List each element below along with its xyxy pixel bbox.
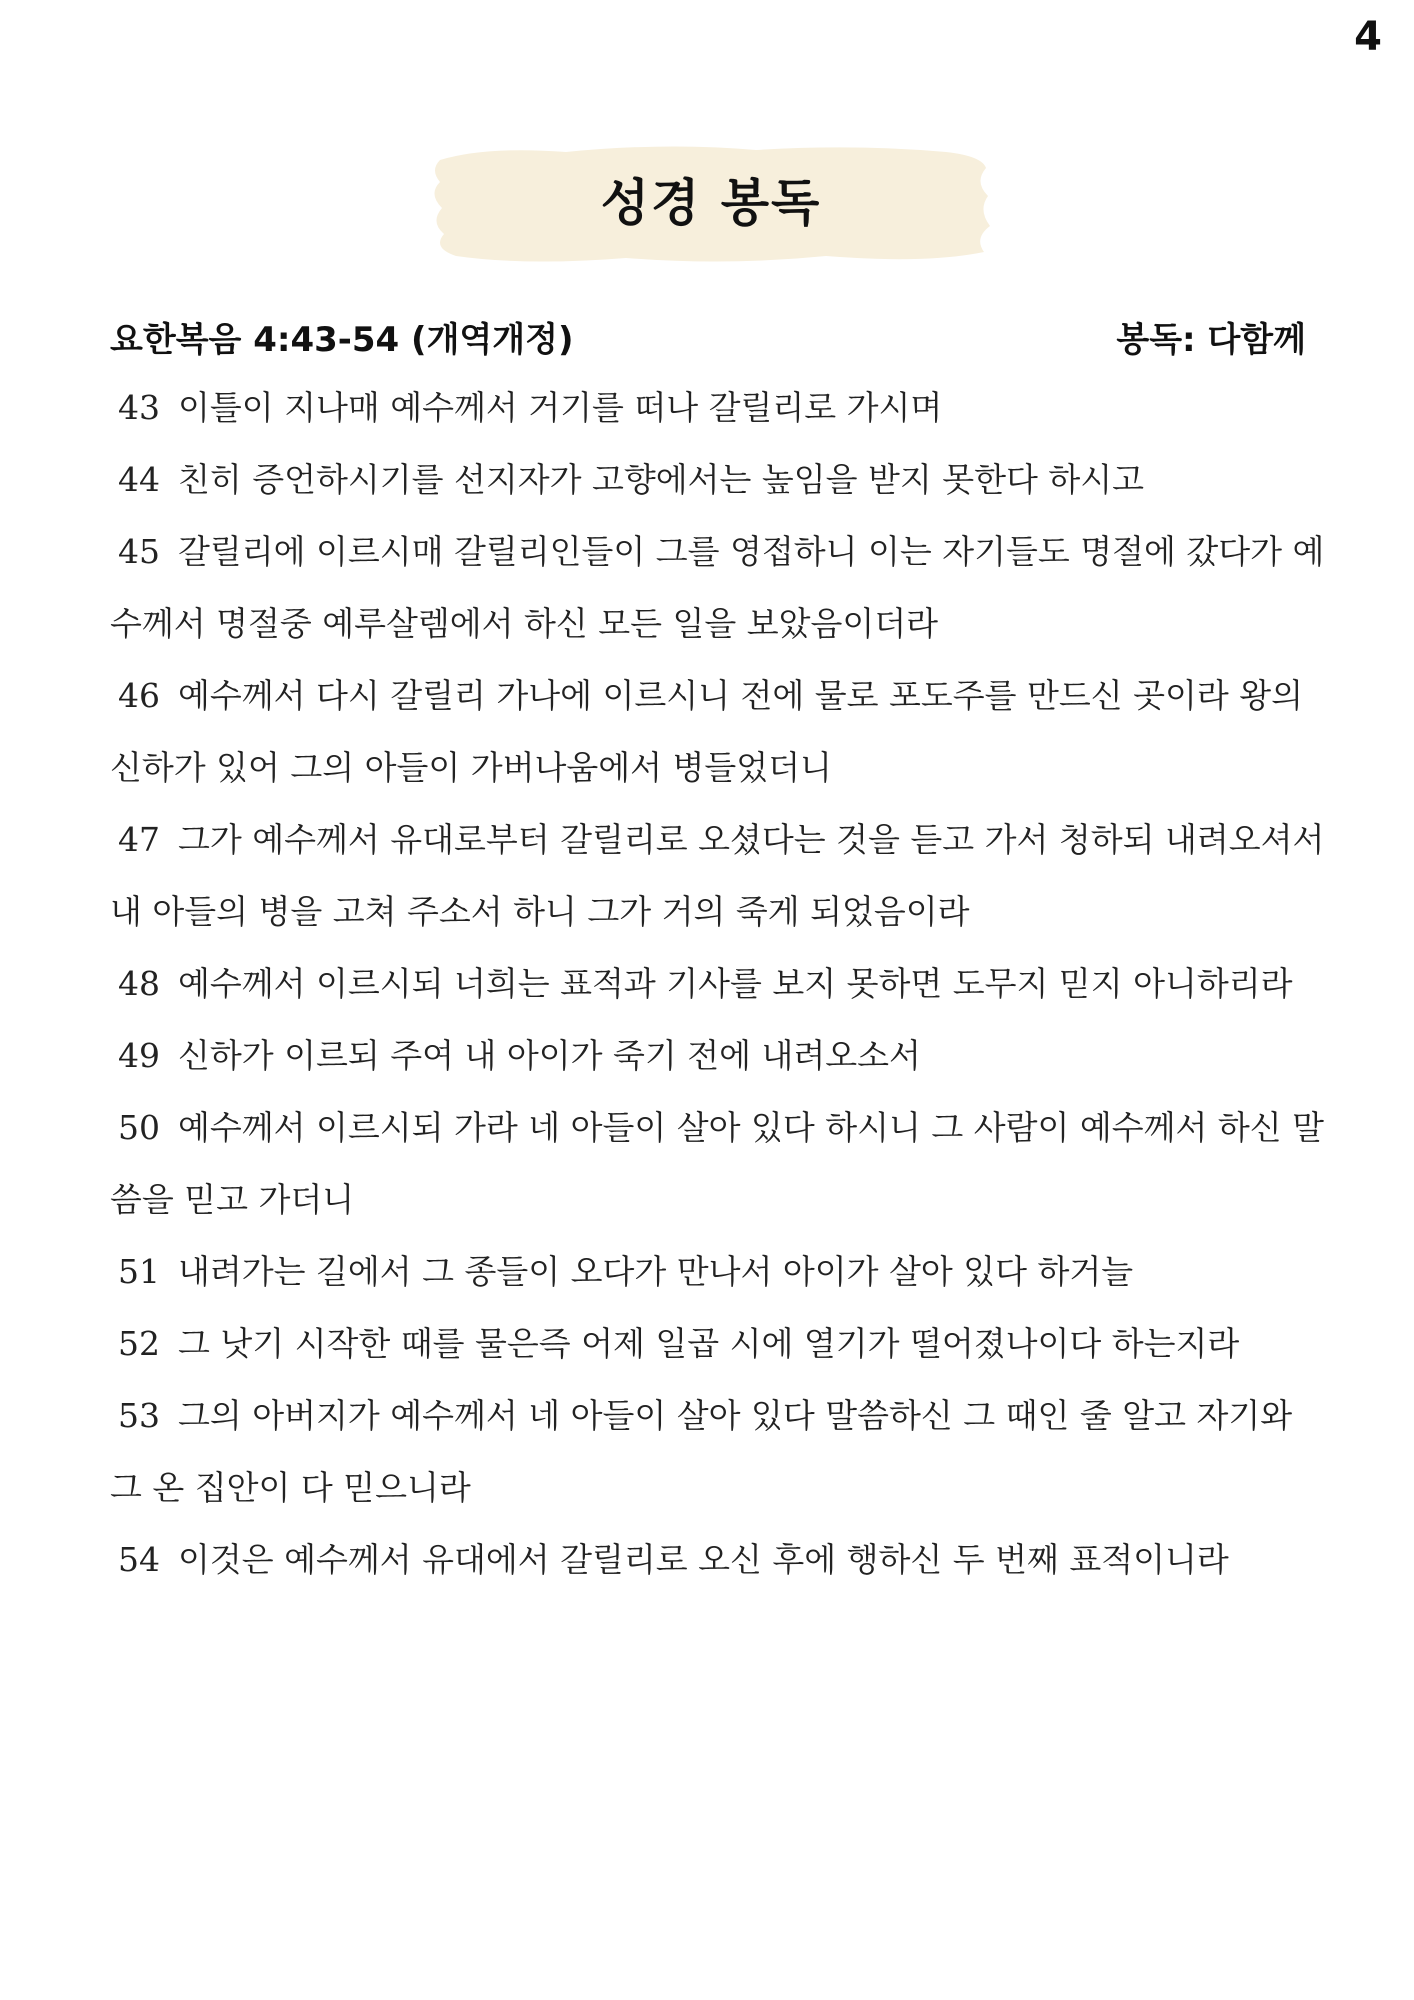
verse-number: 44 (118, 460, 160, 499)
verse-number: 49 (118, 1036, 160, 1075)
verse-number: 46 (118, 676, 160, 715)
title-banner (426, 138, 996, 268)
verse-number: 48 (118, 964, 160, 1003)
verse-number: 51 (118, 1252, 160, 1291)
verse-item (110, 1236, 1330, 1308)
reader-label: 봉독: 다함께 (1116, 320, 1306, 360)
verse-list (110, 372, 1330, 1596)
verse-text: 그 낫기 시작한 때를 물은즉 어제 일곱 시에 열기가 떨어졌나이다 하는지라 (178, 1324, 1240, 1363)
verse-item (110, 804, 1330, 948)
page-title: 성경 봉독 (600, 174, 822, 232)
verse-item (110, 1308, 1330, 1380)
verse-number: 47 (118, 820, 160, 859)
verse-text: 신하가 이르되 주여 내 아이가 죽기 전에 내려오소서 (178, 1036, 921, 1075)
verse-text: 그의 아버지가 예수께서 네 아들이 살아 있다 말씀하신 그 때인 줄 알고 자기와 그 온 집안이 다 믿으니라 (110, 1396, 1293, 1507)
verse-number: 50 (118, 1108, 160, 1147)
verse-number: 43 (118, 388, 160, 427)
verse-text: 친히 증언하시기를 선지자가 고향에서는 높임을 받지 못한다 하시고 (178, 460, 1145, 499)
verse-text: 예수께서 다시 갈릴리 가나에 이르시니 전에 물로 포도주를 만드신 곳이라 왕의 신하가 있어 그의 아들이 가버나움에서 병들었더니 (110, 676, 1303, 787)
verse-text: 내려가는 길에서 그 종들이 오다가 만나서 아이가 살아 있다 하거늘 (178, 1252, 1134, 1291)
verse-item (110, 1524, 1330, 1596)
verse-text: 예수께서 이르시되 너희는 표적과 기사를 보지 못하면 도무지 믿지 아니하리라 (178, 964, 1293, 1003)
verse-number: 53 (118, 1396, 160, 1435)
verse-item (110, 516, 1330, 660)
verse-item (110, 1380, 1330, 1524)
reference-row (110, 306, 1306, 366)
verse-item (110, 444, 1330, 516)
verse-number: 52 (118, 1324, 160, 1363)
verse-item (110, 372, 1330, 444)
verse-number: 54 (118, 1540, 160, 1579)
verse-number: 45 (118, 532, 160, 571)
scripture-reference: 요한복음 4:43-54 (개역개정) (110, 320, 574, 360)
verse-text: 이틀이 지나매 예수께서 거기를 떠나 갈릴리로 가시며 (178, 388, 943, 427)
verse-text: 갈릴리에 이르시매 갈릴리인들이 그를 영접하니 이는 자기들도 명절에 갔다가 예수께서 명절중 예루살렘에서 하신 모든 일을 보았음이더라 (110, 532, 1325, 643)
verse-text: 예수께서 이르시되 가라 네 아들이 살아 있다 하시니 그 사람이 예수께서 하신 말씀을 믿고 가더니 (110, 1108, 1324, 1219)
verse-item (110, 948, 1330, 1020)
verse-text: 이것은 예수께서 유대에서 갈릴리로 오신 후에 행하신 두 번째 표적이니라 (178, 1540, 1229, 1579)
verse-item (110, 1020, 1330, 1092)
page-number: 4 (1354, 14, 1382, 60)
verse-text: 그가 예수께서 유대로부터 갈릴리로 오셨다는 것을 듣고 가서 청하되 내려오셔서 내 아들의 병을 고쳐 주소서 하니 그가 거의 죽게 되었음이라 (110, 820, 1325, 931)
verse-item (110, 660, 1330, 804)
verse-item (110, 1092, 1330, 1236)
